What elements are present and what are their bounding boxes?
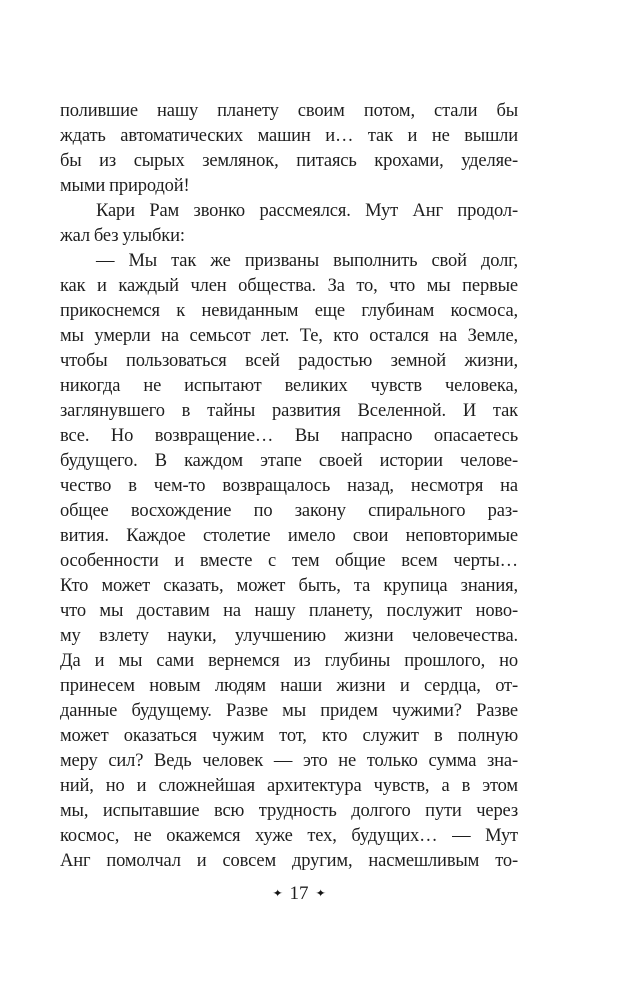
text-line: данные будущему. Разве мы придем чужими? Разве <box>60 701 518 721</box>
text-line: заглянувшего в тайны развития Вселенной. И так <box>60 401 518 421</box>
text-line: му взлету науки, улучшению жизни человечества. <box>60 626 518 646</box>
diamond-ornament-right-icon: ✦ <box>314 887 326 900</box>
text-line: мы, испытавшие всю трудность долгого пути через <box>60 801 518 821</box>
page-number: 17 <box>289 883 309 904</box>
text-line: все. Но возвращение… Вы напрасно опасаетесь <box>60 426 518 446</box>
text-line: общее восхождение по закону спирального раз- <box>60 501 518 521</box>
text-line: Да и мы сами вернемся из глубины прошлого, но <box>60 651 518 671</box>
text-line: мыми природой! <box>60 176 190 196</box>
text-line: бы из сырых землянок, питаясь крохами, уделяе- <box>60 151 518 171</box>
text-line: мы умерли на семьсот лет. Те, кто остался на Земле, <box>60 326 518 346</box>
text-line: Анг помолчал и совсем другим, насмешливым то- <box>60 851 518 871</box>
text-line: что мы доставим на нашу планету, послужит ново- <box>60 601 518 621</box>
text-line: чество в чем-то возвращалось назад, несмотря на <box>60 476 518 496</box>
text-line: чтобы пользоваться всей радостью земной жизни, <box>60 351 518 371</box>
text-line: жал без улыбки: <box>60 226 185 246</box>
text-line: — Мы так же призваны выполнить свой долг, <box>96 251 518 271</box>
text-line: ждать автоматических машин и… так и не вышли <box>60 126 518 146</box>
text-line: прикоснемся к невиданным еще глубинам космоса, <box>60 301 518 321</box>
text-line: может оказаться чужим тот, кто служит в полную <box>60 726 518 746</box>
text-line: меру сил? Ведь человек — это не только сумма зна- <box>60 751 518 771</box>
text-line: особенности и вместе с тем общие всем черты… <box>60 551 518 571</box>
text-line: полившие нашу планету своим потом, стали бы <box>60 101 518 121</box>
page-text <box>60 99 518 874</box>
text-line: вития. Каждое столетие имело свои неповторимые <box>60 526 518 546</box>
text-line: Кто может сказать, может быть, та крупица знания, <box>60 576 518 596</box>
text-line: космос, не окажемся хуже тех, будущих… — Мут <box>60 826 518 846</box>
diamond-ornament-left-icon: ✦ <box>272 887 284 900</box>
text-line: Кари Рам звонко рассмеялся. Мут Анг продол- <box>96 201 518 221</box>
text-line: будущего. В каждом этапе своей истории челове- <box>60 451 518 471</box>
page-footer <box>60 883 538 907</box>
text-line: как и каждый член общества. За то, что мы первые <box>60 276 518 296</box>
text-line: принесем новым людям наши жизни и сердца, от- <box>60 676 518 696</box>
text-line: ний, но и сложнейшая архитектура чувств, а в этом <box>60 776 518 796</box>
text-line: никогда не испытают великих чувств человека, <box>60 376 518 396</box>
